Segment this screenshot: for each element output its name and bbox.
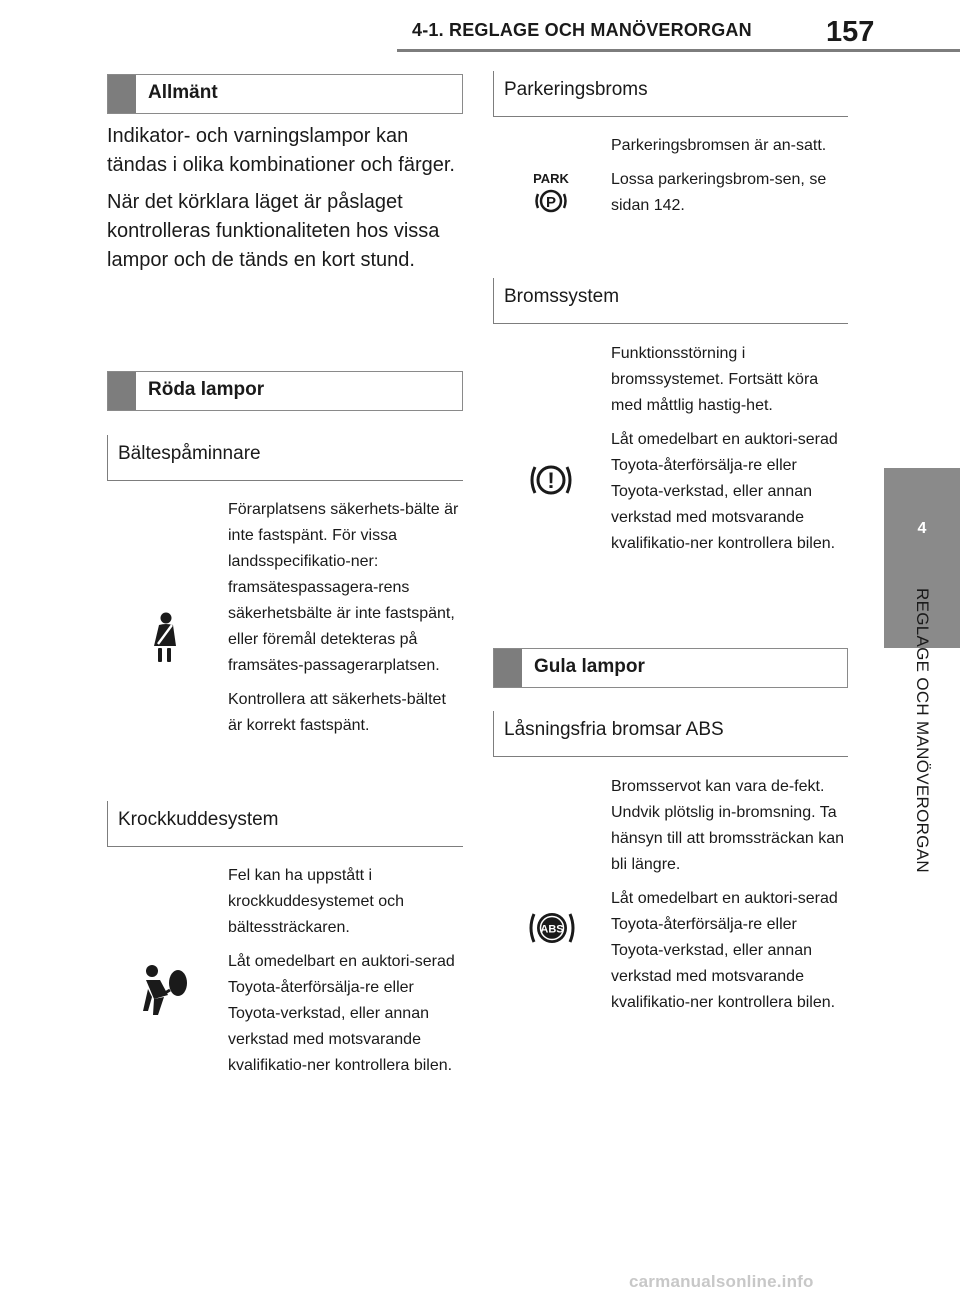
chapter-number: 4 [917, 520, 927, 537]
seatbelt-icon [146, 612, 182, 664]
chapter-side-title: REGLAGE OCH MANÖVERORGAN [913, 588, 932, 873]
heading-allmant [107, 74, 463, 114]
intro-paragraph-1: Indikator- och varningslampor kan tändas i olika kombinationer och färger. [107, 125, 455, 176]
abs-icon-text: ABS [540, 923, 564, 936]
krock-description [228, 863, 464, 1087]
park-brake-icon [531, 170, 571, 216]
broms-description [611, 341, 847, 565]
heading-marker [108, 75, 136, 113]
page-number: 157 [826, 16, 875, 48]
baltes-text-2: Kontrollera att säkerhets-bältet är korrekt fastspänt. [228, 691, 446, 734]
parkering-text-2: Lossa parkeringsbrom-sen, se sidan 142. [611, 171, 827, 214]
abs-description [611, 774, 847, 1024]
heading-gula-lampor [493, 648, 848, 688]
header-rule [397, 49, 960, 52]
heading-label: Allmänt [148, 82, 218, 103]
airbag-icon [140, 963, 190, 1017]
park-brake-icon-letter: P [545, 194, 557, 211]
intro-text [107, 122, 463, 283]
heading-marker [108, 372, 136, 410]
subheading-broms [493, 278, 848, 324]
parkering-description [611, 133, 847, 227]
subheading-abs [493, 711, 848, 757]
baltes-text-1: Förarplatsens säkerhets-bälte är inte fastspänt. För vissa landsspecifikatio-ner: framsätespassagera-rens säkerhetsbälte är inte fastspänt, eller föremål detekteras på framsätes-passagerarplatsen. [228, 501, 459, 674]
krock-text-1: Fel kan ha uppstått i krockkuddesystemet och bältessträckaren. [228, 867, 405, 936]
section-title: 4-1. REGLAGE OCH MANÖVERORGAN [412, 20, 752, 40]
abs-text-2: Låt omedelbart en auktori-serad Toyota-återförsälja-re eller Toyota-verkstad, eller annan verkstad med motsvarande kvalifikatio-ner kontrollera bilen. [611, 890, 838, 1011]
brake-warning-icon-letter: ! [547, 468, 555, 493]
heading-roda-lampor [107, 371, 463, 411]
watermark: carmanualsonline.info [629, 1272, 814, 1291]
broms-text-2: Låt omedelbart en auktori-serad Toyota-återförsälja-re eller Toyota-verkstad, eller annan verkstad med motsvarande kvalifikatio-ner kontrollera bilen. [611, 431, 838, 552]
intro-paragraph-2: När det körklara läget är påslaget kontrolleras funktionaliteten hos vissa lampor och de tänds en kort stund. [107, 191, 440, 271]
heading-label: Röda lampor [148, 379, 265, 400]
heading-label: Gula lampor [534, 656, 645, 677]
park-brake-icon-text: PARK [533, 171, 569, 186]
krock-text-2: Låt omedelbart en auktori-serad Toyota-återförsälja-re eller Toyota-verkstad, eller annan verkstad med motsvarande kvalifikatio-ner kontrollera bilen. [228, 953, 455, 1074]
subheading-krock [107, 801, 463, 847]
heading-marker [494, 649, 522, 687]
brake-warning-icon [527, 460, 575, 500]
abs-text-1: Bromsservot kan vara de-fekt. Undvik plötslig in-bromsning. Ta hänsyn till att bromssträckan kan bli längre. [611, 778, 844, 873]
subheading-label: Bältespåminnare [118, 443, 261, 464]
subheading-baltes [107, 435, 463, 481]
subheading-label: Bromssystem [504, 286, 620, 307]
subheading-parkering [493, 71, 848, 117]
parkering-text-1: Parkeringsbromsen är an-satt. [611, 137, 827, 154]
abs-icon [527, 908, 577, 948]
baltes-description [228, 497, 464, 747]
subheading-label: Låsningsfria bromsar ABS [504, 719, 724, 740]
broms-text-1: Funktionsstörning i bromssystemet. Fortsätt köra med måttlig hastig-het. [611, 345, 819, 414]
subheading-label: Parkeringsbroms [504, 79, 648, 100]
subheading-label: Krockkuddesystem [118, 809, 279, 830]
